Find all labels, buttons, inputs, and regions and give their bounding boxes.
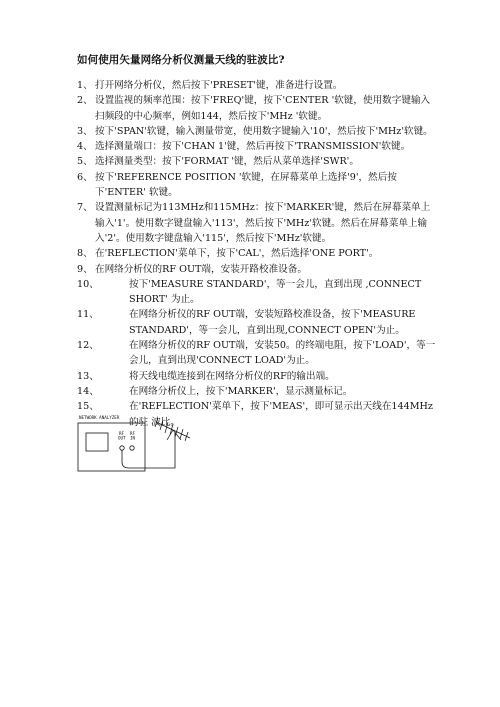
step-text: 在网络分析仪的RF OUT端，安装开路校准设备。 — [95, 263, 307, 275]
network-analyzer-figure — [77, 412, 192, 490]
step-9 — [77, 262, 437, 277]
step-number: 7、 — [77, 202, 93, 214]
step-11 — [77, 307, 437, 338]
step-number: 13、 — [77, 370, 99, 382]
step-text: 设置监视的频率范围：按下'FREQ'键，按下'CENTER '软键，使用数字键输入扫频段的中心频率，例如144，然后按下'MHz '软键。 — [95, 95, 431, 122]
yagi-antenna-icon — [155, 418, 190, 441]
step-number: 10、 — [77, 278, 99, 290]
rf-out-port — [120, 446, 124, 450]
step-number: 11、 — [77, 309, 99, 321]
step-text: 选择测量端口：按下'CHAN 1'键，然后再按下'TRANSMISSION'软键。 — [95, 141, 411, 153]
step-text: 在网络分析仪的RF OUT端，安装50。的终端电阻，按下'LOAD'，等一会儿，直到出现'CONNECT LOAD'为止。 — [129, 340, 436, 367]
step-text: 按下'REFERENCE POSITION '软键，在屏幕菜单上选择'9'，然后按下'ENTER' 软键。 — [95, 171, 397, 199]
step-7 — [77, 200, 437, 246]
document-title: 如何使用矢量网络分析仪测量天线的驻波比? — [77, 54, 285, 66]
step-text: 在'REFLECTION'菜单下，按下'MEAS'，即可显示出天线在144MHz的驻 波比。 — [129, 401, 433, 428]
step-text: 设置测量标记为113MHz和115MHz：按下'MARKER'键，然后在屏幕菜单上输入'1'。使用数字键盘输入'113'，然后按下'MHz'软键。然后在屏幕菜单上输入'2'。使用数字键盘输入'115'，然后按下'MHz'软键。 — [95, 202, 431, 244]
step-number: 1、 — [77, 80, 93, 91]
step-5 — [77, 154, 437, 169]
step-number: 14、 — [77, 385, 99, 397]
step-text: 在网络分析仪的RF OUT端，安装短路校准设备，按下'MEASURE STANDARD'，等一会儿，直到出现,CONNECT OPEN'为止。 — [129, 309, 416, 336]
step-text: 选择测量类型：按下'FORMAT '键，然后从菜单选择'SWR'。 — [95, 156, 359, 168]
step-1 — [77, 78, 437, 93]
step-10 — [77, 277, 437, 308]
figure-caption: NETWORK ANALYZER — [79, 415, 120, 420]
step-3 — [77, 124, 437, 139]
rf-in-label: RF IN — [130, 431, 136, 441]
step-number: 3、 — [77, 125, 93, 137]
step-text: 在'REFLECTION'菜单下，按下'CAL'，然后选择'ONE PORT'。 — [95, 248, 379, 260]
step-text: 将天线电缆连接到在网络分析仪的RF的输出端。 — [129, 370, 335, 382]
step-number: 6、 — [77, 171, 93, 183]
step-14 — [77, 384, 437, 399]
step-6 — [77, 170, 437, 201]
step-number: 9、 — [77, 263, 93, 275]
step-12 — [77, 338, 437, 369]
step-8 — [77, 246, 437, 261]
steps-list — [77, 78, 437, 430]
step-text: 打开网络分析仪，然后按下'PRESET'键，准备进行设置。 — [95, 80, 343, 91]
step-text: 在网络分析仪上，按下'MARKER'，显示测量标记。 — [129, 385, 353, 397]
step-number: 4、 — [77, 141, 93, 153]
step-text: 按下'MEASURE STANDARD'，等一会儿，直到出现 ,CONNECT SHORT' 为止。 — [129, 278, 422, 306]
step-13 — [77, 369, 437, 384]
step-4 — [77, 139, 437, 154]
rf-out-label: RF OUT — [118, 431, 126, 441]
step-number: 15、 — [77, 401, 99, 413]
step-number: 5、 — [77, 156, 93, 168]
step-text: 按下'SPAN'软键，输入测量带宽，使用数字键输入'10'，然后按下'MHz'软键。 — [95, 125, 433, 137]
network-analyzer-diagram — [77, 412, 192, 490]
rf-in-port — [130, 446, 134, 450]
step-2 — [77, 93, 437, 124]
step-number: 12、 — [77, 340, 99, 352]
step-number: 2、 — [77, 95, 93, 107]
analyzer-screen — [86, 433, 108, 451]
step-number: 8、 — [77, 248, 93, 260]
